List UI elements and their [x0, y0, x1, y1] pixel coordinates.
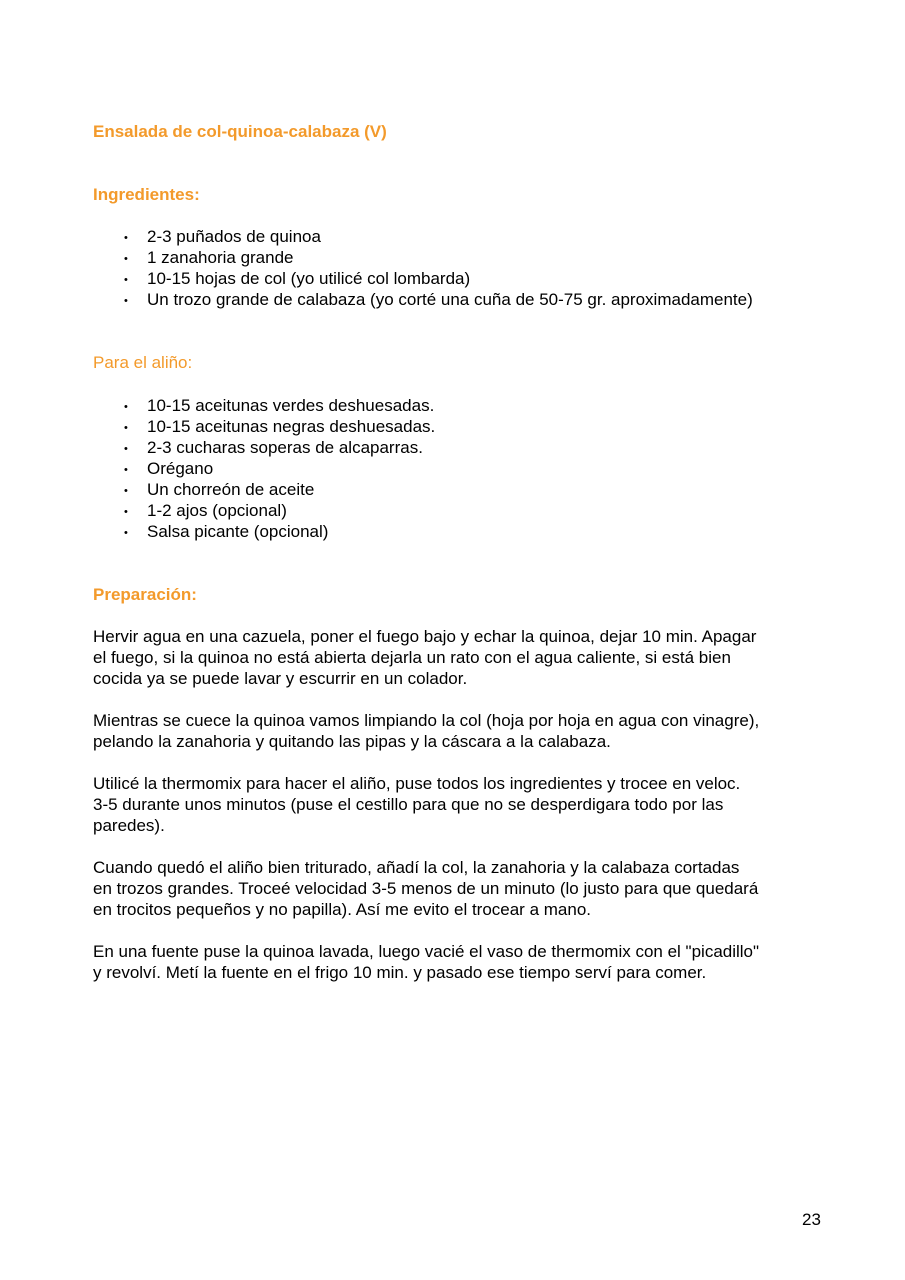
- paragraph-line: en trozos grandes. Troceé velocidad 3-5 menos de un minuto (lo justo para que quedará: [93, 879, 759, 898]
- bullet-icon: •: [124, 443, 128, 455]
- list-item-text: 10-15 aceitunas verdes deshuesadas.: [147, 396, 435, 415]
- list-item: [124, 500, 287, 523]
- list-item: [124, 437, 423, 460]
- list-item-text: 1 zanahoria grande: [147, 248, 294, 267]
- dressing-heading: Para el aliño:: [93, 353, 193, 372]
- bullet-icon: •: [124, 422, 128, 434]
- paragraph-line: 3-5 durante unos minutos (puse el cestillo para que no se desperdigara todo por las: [93, 795, 724, 814]
- paragraph-line: Utilicé la thermomix para hacer el aliño, puse todos los ingredientes y trocee en veloc.: [93, 774, 741, 793]
- paragraph-line: cocida ya se puede lavar y escurrir en un colador.: [93, 669, 468, 688]
- list-item-text: 10-15 aceitunas negras deshuesadas.: [147, 417, 436, 436]
- list-item: [124, 416, 435, 439]
- paragraph-line: el fuego, si la quinoa no está abierta dejarla un rato con el agua caliente, si está bien: [93, 648, 731, 667]
- paragraph-line: Cuando quedó el aliño bien triturado, añadí la col, la zanahoria y la calabaza cortadas: [93, 858, 740, 877]
- paragraph-line: Mientras se cuece la quinoa vamos limpiando la col (hoja por hoja en agua con vinagre),: [93, 711, 760, 730]
- bullet-icon: •: [124, 485, 128, 497]
- paragraph-line: en trocitos pequeños y no papilla). Así me evito el trocear a mano.: [93, 900, 591, 919]
- paragraph-line: En una fuente puse la quinoa lavada, luego vacié el vaso de thermomix con el "picadillo": [93, 942, 760, 961]
- list-item-text: 2-3 puñados de quinoa: [147, 227, 321, 246]
- list-item-text: Un trozo grande de calabaza (yo corté una cuña de 50-75 gr. aproximadamente): [147, 290, 753, 309]
- ingredients-heading: Ingredientes:: [93, 185, 200, 204]
- page-number: 23: [802, 1210, 821, 1229]
- list-item-text: Orégano: [147, 459, 214, 478]
- bullet-icon: •: [124, 274, 128, 286]
- list-item-text: Un chorreón de aceite: [147, 480, 315, 499]
- preparation-heading: Preparación:: [93, 585, 197, 604]
- list-item: [124, 268, 470, 291]
- paragraph-line: paredes).: [93, 816, 165, 835]
- bullet-icon: •: [124, 527, 128, 539]
- list-item-text: Salsa picante (opcional): [147, 522, 329, 541]
- list-item: [124, 289, 753, 312]
- paragraph-line: y revolví. Metí la fuente en el frigo 10 min. y pasado ese tiempo serví para comer.: [93, 963, 707, 982]
- bullet-icon: •: [124, 253, 128, 265]
- bullet-icon: •: [124, 401, 128, 413]
- list-item: [124, 226, 321, 249]
- list-item: [124, 521, 328, 544]
- list-item: [124, 395, 434, 418]
- list-item-text: 2-3 cucharas soperas de alcaparras.: [147, 438, 423, 457]
- list-item-text: 10-15 hojas de col (yo utilicé col lombarda): [147, 269, 471, 288]
- paragraph-line: Hervir agua en una cazuela, poner el fuego bajo y echar la quinoa, dejar 10 min. Apagar: [93, 627, 757, 646]
- bullet-icon: •: [124, 295, 128, 307]
- list-item: [124, 458, 213, 481]
- bullet-icon: •: [124, 464, 128, 476]
- paragraph-line: pelando la zanahoria y quitando las pipas y la cáscara a la calabaza.: [93, 732, 611, 751]
- list-item: [124, 247, 294, 270]
- bullet-icon: •: [124, 506, 128, 518]
- list-item-text: 1-2 ajos (opcional): [147, 501, 287, 520]
- bullet-icon: •: [124, 232, 128, 244]
- list-item: [124, 479, 314, 502]
- recipe-title: Ensalada de col-quinoa-calabaza (V): [93, 122, 387, 141]
